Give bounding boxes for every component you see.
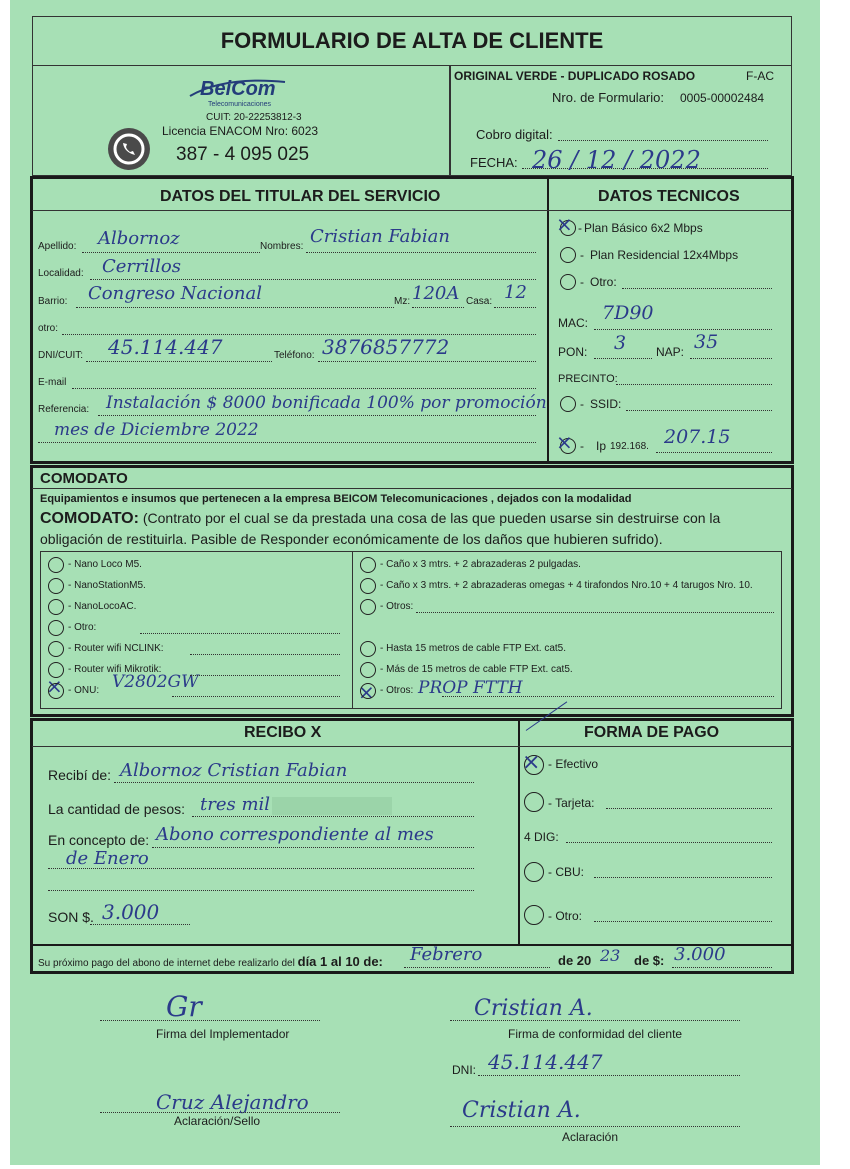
comodato-right-line xyxy=(442,696,774,697)
barrio-label: Barrio: xyxy=(38,296,68,307)
comodato-left-radio[interactable] xyxy=(48,599,64,615)
nap-line xyxy=(690,358,772,359)
comodato-right-radio[interactable] xyxy=(360,662,376,678)
cliente-sig-line xyxy=(450,1020,740,1021)
comodato-header: COMODATO xyxy=(40,470,128,487)
comodato-right-line xyxy=(416,612,774,613)
comodato-left-radio[interactable] xyxy=(48,641,64,657)
form-number-value: 0005-00002484 xyxy=(680,91,765,105)
logo-text: BeiCom xyxy=(200,78,276,100)
proximo-mes-line xyxy=(404,967,550,968)
email-line xyxy=(72,388,536,389)
referencia-value-1[interactable]: Instalación $ 8000 bonificada 100% por promoción xyxy=(106,393,547,413)
plan2-label: Plan Residencial 12x4Mbps xyxy=(590,248,739,262)
company-cuit: CUIT: 20-22253812-3 xyxy=(206,112,302,123)
form-number-label: Nro. de Formulario: xyxy=(552,90,664,105)
comodato-left-line xyxy=(140,633,340,634)
concepto-line-1 xyxy=(152,847,474,848)
dni-label: DNI/CUIT: xyxy=(38,350,83,361)
concepto-line-3 xyxy=(48,890,474,891)
cantidad-value[interactable]: tres mil xyxy=(200,794,271,815)
cantidad-redaction xyxy=(272,797,392,815)
cobro-label: Cobro digital: xyxy=(476,127,553,142)
email-label: E-mail xyxy=(38,377,67,388)
telefono-line xyxy=(318,361,536,362)
aclaracion-sello-line xyxy=(100,1112,340,1113)
whatsapp-icon xyxy=(106,126,152,172)
otro-pago-text: Otro: xyxy=(555,909,583,923)
proximo-bold: día 1 al 10 de: xyxy=(297,954,383,969)
barrio-line xyxy=(76,307,394,308)
mac-line xyxy=(594,329,772,330)
implementador-label: Firma del Implementador xyxy=(156,1027,290,1041)
proximo-pago-row xyxy=(38,954,383,969)
comodato-right-item: - Más de 15 metros de cable FTP Ext. cat5. xyxy=(380,664,573,675)
telefono-value[interactable]: 3876857772 xyxy=(322,335,450,359)
otros-value[interactable]: PROP FTTH xyxy=(418,678,523,698)
nombres-line xyxy=(306,252,536,253)
comodato-right-item: - Otros: xyxy=(380,685,414,696)
otros-check-icon: ⨯ xyxy=(358,680,375,704)
comodato-def-bold: COMODATO: xyxy=(40,510,139,527)
precinto-label: PRECINTO: xyxy=(558,373,618,385)
company-phone: 387 - 4 095 025 xyxy=(176,144,310,165)
apellido-line xyxy=(82,252,260,253)
otro-tec-label: Otro: xyxy=(590,275,617,289)
otro-pago-line xyxy=(594,921,772,922)
concepto-value-2[interactable]: de Enero xyxy=(66,848,149,869)
comodato-header-line xyxy=(32,488,792,489)
localidad-label: Localidad: xyxy=(38,268,84,279)
comodato-left-item: - NanoStationM5. xyxy=(68,580,146,591)
proximo-label: Su próximo pago del abono de internet debe realizarlo del xyxy=(38,958,295,969)
proximo-monto-value[interactable]: 3.000 xyxy=(674,944,726,965)
onu-check-icon: ⨯ xyxy=(46,674,63,698)
comodato-left-radio[interactable] xyxy=(48,620,64,636)
plan2-radio[interactable] xyxy=(560,247,576,263)
cbu-label: - CBU: xyxy=(548,865,585,879)
onu-value[interactable]: V2802GW xyxy=(112,672,199,692)
form-code: F-AC xyxy=(746,69,774,83)
casa-value[interactable]: 12 xyxy=(504,282,527,303)
mac-label: MAC: xyxy=(558,316,588,330)
cbu-radio[interactable] xyxy=(524,862,544,882)
cbu-text: CBU: xyxy=(555,865,585,879)
tarjeta-label: - Tarjeta: xyxy=(548,796,595,810)
tarjeta-text: Tarjeta: xyxy=(555,796,595,810)
tarjeta-radio[interactable] xyxy=(524,792,544,812)
cliente-label: Firma de conformidad del cliente xyxy=(508,1027,683,1041)
cantidad-line xyxy=(192,816,474,817)
otro-tec-radio[interactable] xyxy=(560,274,576,290)
titular-header: DATOS DEL TITULAR DEL SERVICIO xyxy=(160,188,441,205)
comodato-left-radio[interactable] xyxy=(48,557,64,573)
barrio-value[interactable]: Congreso Nacional xyxy=(88,283,263,304)
comodato-right-radio[interactable] xyxy=(360,557,376,573)
otro-tec-dash: - xyxy=(580,275,584,289)
comodato-right-item: - Caño x 3 mtrs. + 2 abrazaderas omegas + 4 tirafondos Nro.10 + 4 tarugos Nro. 10. xyxy=(380,580,753,591)
localidad-value[interactable]: Cerrillos xyxy=(102,256,181,277)
comodato-left-radio[interactable] xyxy=(48,683,64,699)
precinto-line xyxy=(616,384,772,385)
cantidad-label: La cantidad de pesos: xyxy=(48,801,185,817)
son-label: SON $. xyxy=(48,909,94,925)
ssid-radio[interactable] xyxy=(560,396,576,412)
comodato-left-line xyxy=(190,654,340,655)
logo-swoosh-icon xyxy=(185,74,295,104)
mac-value[interactable]: 7D90 xyxy=(602,302,654,324)
firma-dni-label: DNI: xyxy=(452,1063,476,1077)
company-licencia: Licencia ENACOM Nro: 6023 xyxy=(162,124,319,138)
recibi-line xyxy=(114,782,474,783)
proximo-mes-value[interactable]: Febrero xyxy=(410,944,483,965)
copy-note: ORIGINAL VERDE - DUPLICADO ROSADO xyxy=(454,69,696,83)
comodato-list-divider xyxy=(352,551,353,709)
ssid-dash: - xyxy=(580,397,584,411)
plan1-label: Plan Básico 6x2 Mbps xyxy=(584,221,703,235)
comodato-def-1 xyxy=(40,510,720,528)
apellido-label: Apellido: xyxy=(38,241,77,252)
ip-line xyxy=(656,452,772,453)
apellido-value[interactable]: Albornoz xyxy=(98,228,180,249)
comodato-right-radio[interactable] xyxy=(360,683,376,699)
comodato-left-radio[interactable] xyxy=(48,578,64,594)
mz-label: Mz: xyxy=(394,296,411,307)
otro-tec-line xyxy=(622,288,772,289)
proximo-monto-label: de $: xyxy=(634,953,665,968)
concepto-label: En concepto de: xyxy=(48,832,150,848)
recibo-header-line xyxy=(32,746,792,747)
firma-dni-value[interactable]: 45.114.447 xyxy=(488,1050,603,1074)
pon-line xyxy=(594,358,652,359)
proximo-monto-line xyxy=(672,967,772,968)
cliente-signature: Cristian A. xyxy=(474,996,593,1021)
dig-line xyxy=(566,842,772,843)
logo-sub: Telecomunicaciones xyxy=(208,101,272,108)
efectivo-text: Efectivo xyxy=(555,757,599,771)
fecha-label: FECHA: xyxy=(470,155,518,170)
son-line xyxy=(90,924,190,925)
ssid-label: SSID: xyxy=(590,397,622,411)
telefono-label: Teléfono: xyxy=(274,350,315,361)
comodato-right-item: - Caño x 3 mtrs. + 2 abrazaderas 2 pulgadas. xyxy=(380,559,581,570)
dni-line xyxy=(86,361,272,362)
comodato-right-radio[interactable] xyxy=(360,641,376,657)
aclaracion-sello-value: Cruz Alejandro xyxy=(156,1090,309,1114)
comodato-right-radio[interactable] xyxy=(360,599,376,615)
pon-value[interactable]: 3 xyxy=(614,332,627,354)
ssid-line xyxy=(626,410,772,411)
son-value[interactable]: 3.000 xyxy=(102,900,160,924)
otro-pago-radio[interactable] xyxy=(524,905,544,925)
recibi-label: Recibí de: xyxy=(48,767,112,783)
comodato-left-item: - Router wifi Mikrotik: xyxy=(68,664,162,675)
mz-line xyxy=(412,307,464,308)
ip-prefix: 192.168. xyxy=(610,441,649,452)
proximo-anio-value[interactable]: 23 xyxy=(600,946,621,965)
implementador-sig-line xyxy=(100,1020,320,1021)
aclaracion-label: Aclaración xyxy=(562,1130,619,1144)
nombres-value[interactable]: Cristian Fabian xyxy=(310,226,451,247)
casa-line xyxy=(494,307,536,308)
concepto-value-1[interactable]: Abono correspondiente al mes xyxy=(156,824,434,845)
ip-value[interactable]: 207.15 xyxy=(664,426,731,448)
comodato-def-text-1: (Contrato por el cual se da prestada una cosa de las que pueden usarse sin destruirse con la xyxy=(138,510,721,526)
dig-label: 4 DIG: xyxy=(524,830,559,844)
cbu-line xyxy=(594,877,772,878)
ip-label: Ip xyxy=(596,439,607,453)
comodato-def-2: obligación de restituirla. Pasible de Responder económicamente de los daños que hubieren sufrido). xyxy=(40,531,663,547)
ip-check-icon: ⨯ xyxy=(556,430,573,454)
plan2-dash: - xyxy=(580,248,584,262)
form-title: FORMULARIO DE ALTA DE CLIENTE xyxy=(220,28,604,53)
aclaracion-value: Cristian A. xyxy=(462,1098,581,1123)
comodato-left-item: - NanoLocoAC. xyxy=(68,601,137,612)
tarjeta-line xyxy=(606,808,772,809)
recibo-divider xyxy=(518,720,520,944)
comodato-intro: Equipamientos e insumos que pertenecen a la empresa BEICOM Telecomunicaciones , dejados con la modalidad xyxy=(40,493,632,505)
ip-dash: - xyxy=(580,439,584,453)
fecha-value[interactable]: 26 / 12 / 2022 xyxy=(532,146,701,174)
comodato-right-item: - Otros: xyxy=(380,601,414,612)
recibo-header: RECIBO X xyxy=(244,724,322,741)
aclaracion-sello-label: Aclaración/Sello xyxy=(174,1114,261,1128)
comodato-left-line xyxy=(172,696,340,697)
referencia-line-2 xyxy=(38,442,536,443)
proximo-de-label: de 20 xyxy=(558,953,592,968)
referencia-label: Referencia: xyxy=(38,404,90,415)
comodato-left-item: - Router wifi NCLINK: xyxy=(68,643,164,654)
cobro-line xyxy=(558,140,768,141)
nombres-label: Nombres: xyxy=(260,241,304,252)
efectivo-label: - Efectivo xyxy=(548,757,599,771)
titular-divider xyxy=(547,178,549,463)
titular-header-line xyxy=(32,210,792,211)
implementador-signature: Gr xyxy=(166,990,202,1023)
pon-label: PON: xyxy=(558,345,588,359)
otro-pago-label: - Otro: xyxy=(548,909,583,923)
nap-value[interactable]: 35 xyxy=(694,331,719,353)
referencia-line-1 xyxy=(98,415,536,416)
dni-value[interactable]: 45.114.447 xyxy=(108,335,223,359)
otro-label: otro: xyxy=(38,323,59,334)
form-paper xyxy=(10,0,820,1165)
firma-dni-line xyxy=(478,1075,740,1076)
comodato-left-radio[interactable] xyxy=(48,662,64,678)
referencia-value-2[interactable]: mes de Diciembre 2022 xyxy=(54,420,259,440)
comodato-left-line xyxy=(190,675,340,676)
comodato-left-item: - Otro: xyxy=(68,622,97,633)
plan1-dash: - xyxy=(578,221,582,235)
efectivo-check-icon: ⨯ xyxy=(522,750,541,775)
comodato-left-item: - Nano Loco M5. xyxy=(68,559,142,570)
comodato-right-item: - Hasta 15 metros de cable FTP Ext. cat5. xyxy=(380,643,567,654)
tecnicos-header: DATOS TECNICOS xyxy=(598,188,740,205)
nap-label: NAP: xyxy=(656,345,685,359)
aclaracion-line xyxy=(450,1126,740,1127)
recibi-value[interactable]: Albornoz Cristian Fabian xyxy=(120,760,348,781)
plan1-check-icon: ⨯ xyxy=(556,212,573,236)
comodato-left-item: - ONU: xyxy=(68,685,100,696)
localidad-line xyxy=(90,279,536,280)
mz-value[interactable]: 120A xyxy=(412,283,460,304)
pago-header: FORMA DE PAGO xyxy=(584,724,720,741)
casa-label: Casa: xyxy=(466,296,493,307)
title-bar xyxy=(32,16,792,66)
comodato-right-radio[interactable] xyxy=(360,578,376,594)
